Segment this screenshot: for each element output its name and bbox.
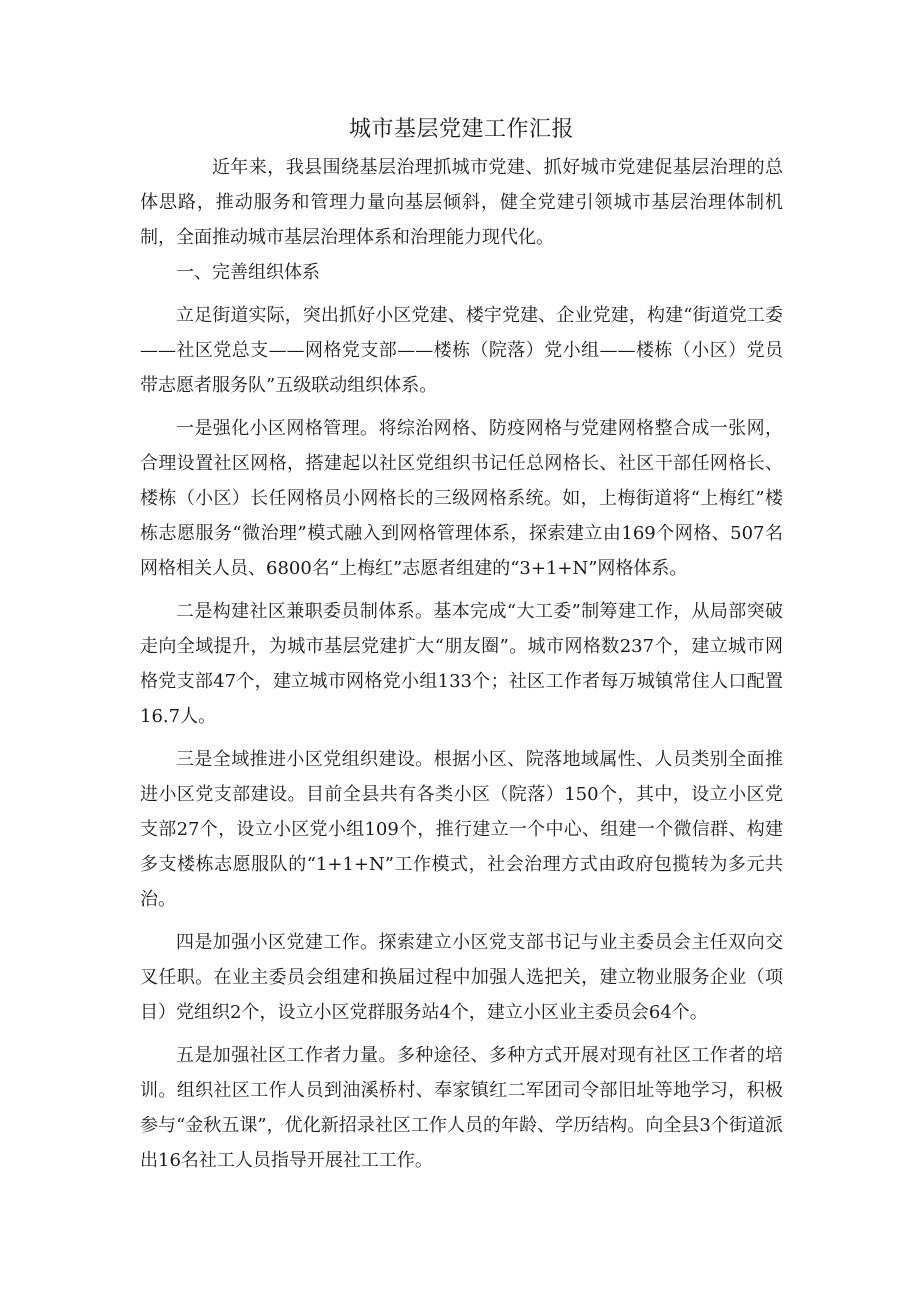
body-paragraph: 四是加强小区党建工作。探索建立小区党支部书记与业主委员会主任双向交叉任职。在业主委员会组建和换届过程中加强人选把关，建立物业服务企业（项目）党组织2个，设立小区党群服务站4个，建立小区业主委员会64个。	[140, 932, 783, 1023]
document-title: 城市基层党建工作汇报	[348, 117, 574, 142]
body-paragraph: 一是强化小区网格管理。将综治网格、防疫网格与党建网格整合成一张网，合理设置社区网格，搭建起以社区党组织书记任总网格长、社区干部任网格长、楼栋（小区）长任网格员小网格长的三级网格系统。如，上梅街道将“上梅红”楼栋志愿服务“微治理”模式融入到网格管理体系，探索建立由169个网格、507名网格相关人员、6800名“上梅红”志愿者组建的“3+1+N”网格体系。	[140, 418, 783, 579]
body-paragraph: 三是全域推进小区党组织建设。根据小区、院落地域属性、人员类别全面推进小区党支部建设。目前全县共有各类小区（院落）150个，其中，设立小区党支部27个，设立小区党小组109个，推行建立一个中心、组建一个微信群、构建多支楼栋志愿服队的“1+1+N”工作模式，社会治理方式由政府包揽转为多元共治。	[140, 749, 783, 910]
body-paragraph: 立足街道实际，突出抓好小区党建、楼宇党建、企业党建，构建“街道党工委——社区党总支——网格党支部——楼栋（院落）党小组——楼栋（小区）党员带志愿者服务队”五级联动组织体系。	[140, 305, 783, 396]
section-heading: 一、完善组织体系	[176, 262, 320, 283]
intro-paragraph: 近年来，我县围绕基层治理抓城市党建、抓好城市党建促基层治理的总体思路，推动服务和管理力量向基层倾斜，健全党建引领城市基层治理体制机制，全面推动城市基层治理体系和治理能力现代化。	[140, 157, 783, 248]
body-paragraph: 五是加强社区工作者力量。多种途径、多种方式开展对现有社区工作者的培训。组织社区工作人员到油溪桥村、奉家镇红二军团司令部旧址等地学习，积极参与“金秋五课”，优化新招录社区工作人员的年龄、学历结构。向全县3个街道派出16名社工人员指导开展社工工作。	[140, 1045, 783, 1171]
document-body	[140, 112, 783, 1186]
body-paragraph: 二是构建社区兼职委员制体系。基本完成“大工委”制筹建工作，从局部突破走向全域提升，为城市基层党建扩大“朋友圈”。城市网格数237个，建立城市网格党支部47个，建立城市网格党小组133个；社区工作者每万城镇常住人口配置16.7人。	[140, 601, 783, 727]
